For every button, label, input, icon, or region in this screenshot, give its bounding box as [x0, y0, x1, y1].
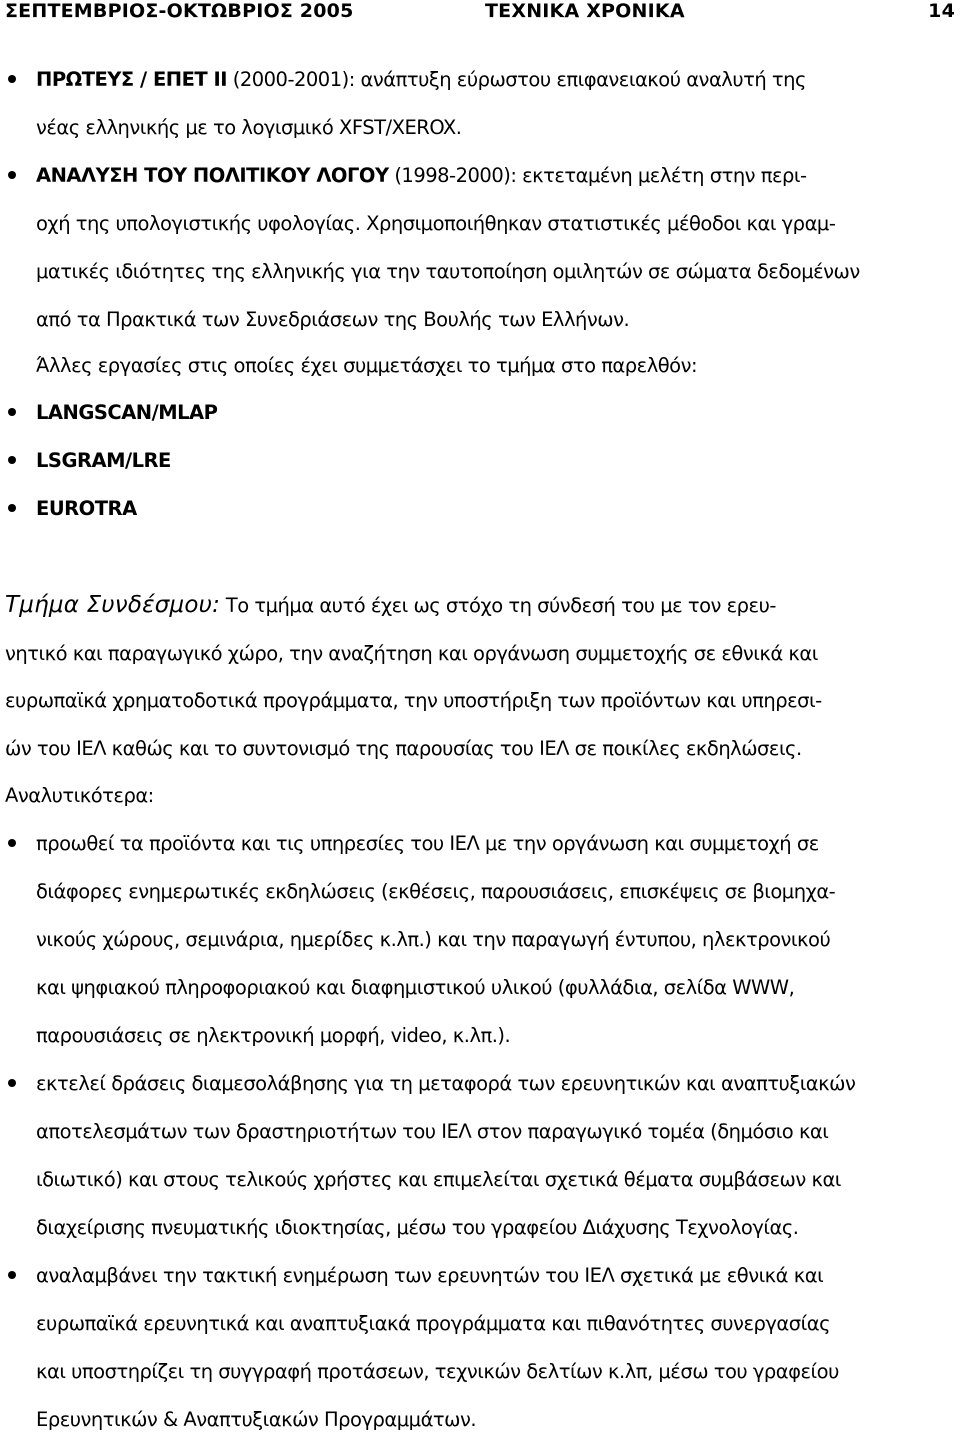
duty-text: αναλαμβάνει την τακτική ενημέρωση των ερευνητών του ΙΕΛ σχετικά με εθνικά και	[36, 1264, 824, 1287]
project-name: ΠΡΩΤΕΥΣ / ΕΠΕΤ ΙΙ	[36, 68, 228, 91]
duty-text: και υποστηρίζει τη συγγραφή προτάσεων, τεχνικών δελτίων κ.λπ, μέσω του γραφείου	[36, 1360, 839, 1383]
list-item	[0, 389, 960, 437]
duty-text: αποτελεσμάτων των δραστηριοτήτων του ΙΕΛ στον παραγωγικό τομέα (δημόσιο και	[36, 1120, 829, 1143]
list-item	[0, 1252, 960, 1444]
project-desc: ματικές ιδιότητες της ελληνικής για την ταυτοποίηση ομιλητών σε σώματα δεδομένων	[36, 260, 860, 283]
page-header	[5, 0, 955, 28]
project-desc: νέας ελληνικής με το λογισμικό XFST/XEROX.	[36, 116, 462, 139]
bullet-icon	[8, 456, 16, 464]
list-item	[0, 56, 960, 152]
section-title: Τμήμα Συνδέσμου:	[5, 592, 221, 618]
work-name: EUROTRA	[36, 497, 137, 520]
bullet-icon	[8, 839, 16, 847]
duty-text: διαχείρισης πνευματικής ιδιοκτησίας, μέσω του γραφείου Διάχυσης Τεχνολογίας.	[36, 1216, 799, 1239]
list-item	[0, 820, 960, 1060]
detail-label: Αναλυτικότερα:	[5, 784, 154, 807]
liaison-section	[5, 582, 955, 820]
list-item	[0, 485, 960, 533]
duty-text: νικούς χώρους, σεμινάρια, ημερίδες κ.λπ.) και την παραγωγή έντυπου, ηλεκτρονικού	[36, 928, 831, 951]
duty-text: παρουσιάσεις σε ηλεκτρονική μορφή, video, κ.λπ.).	[36, 1024, 511, 1047]
list-item	[0, 1060, 960, 1252]
project-desc: οχή της υπολογιστικής υφολογίας. Χρησιμοποιήθηκαν στατιστικές μέθοδοι και γραμ-	[36, 212, 836, 235]
bullet-icon	[8, 1271, 16, 1279]
duties-list	[0, 820, 960, 1444]
project-desc: (1998-2000): εκτεταμένη μελέτη στην περι-	[388, 164, 807, 187]
project-desc: από τα Πρακτικά των Συνεδριάσεων της Βουλής των Ελλήνων.	[36, 308, 630, 331]
duty-text: και ψηφιακού πληροφοριακού και διαφημιστικού υλικού (φυλλάδια, σελίδα WWW,	[36, 976, 795, 999]
duty-text: ιδιωτικό) και στους τελικούς χρήστες και επιμελείται σχετικά θέματα συμβάσεων και	[36, 1168, 841, 1191]
duty-text: εκτελεί δράσεις διαμεσολάβησης για τη μεταφορά των ερευνητικών και αναπτυξιακών	[36, 1072, 856, 1095]
page-number: 14	[928, 0, 955, 22]
publication-title: ΤΕΧΝΙΚΑ ΧΡΟΝΙΚΑ	[485, 0, 685, 22]
list-item	[0, 152, 960, 344]
duty-text: Ερευνητικών & Αναπτυξιακών Προγραμμάτων.	[36, 1408, 477, 1431]
duty-text: προωθεί τα προϊόντα και τις υπηρεσίες του ΙΕΛ με την οργάνωση και συμμετοχή σε	[36, 832, 819, 855]
work-name: LANGSCAN/MLAP	[36, 401, 218, 424]
liaison-text: νητικό και παραγωγικό χώρο, την αναζήτηση και οργάνωση συμμετοχής σε εθνικά και	[5, 641, 818, 665]
project-desc: (2000-2001): ανάπτυξη εύρωστου επιφανειακού αναλυτή της	[227, 68, 806, 91]
bullet-icon	[8, 1079, 16, 1087]
other-works-intro: Άλλες εργασίες στις οποίες έχει συμμετάσχει το τμήμα στο παρελθόν:	[36, 354, 698, 377]
duty-text: διάφορες ενημερωτικές εκδηλώσεις (εκθέσεις, παρουσιάσεις, επισκέψεις σε βιομηχα-	[36, 880, 836, 903]
project-list	[0, 56, 960, 344]
liaison-text: ευρωπαϊκά χρηματοδοτικά προγράμματα, την υποστήριξη των προϊόντων και υπηρεσι-	[5, 689, 822, 712]
liaison-text: Το τμήμα αυτό έχει ως στόχο τη σύνδεσή του με τον ερευ-	[220, 594, 776, 617]
bullet-icon	[8, 408, 16, 416]
bullet-icon	[8, 171, 16, 179]
list-item	[0, 437, 960, 485]
issue-date: ΣΕΠΤΕΜΒΡΙΟΣ-ΟΚΤΩΒΡΙΟΣ 2005	[5, 0, 354, 22]
work-name: LSGRAM/LRE	[36, 449, 171, 472]
bullet-icon	[8, 504, 16, 512]
bullet-icon	[8, 75, 16, 83]
duty-text: ευρωπαϊκά ερευνητικά και αναπτυξιακά προγράμματα και πιθανότητες συνεργασίας	[36, 1312, 831, 1335]
liaison-text: ών του ΙΕΛ καθώς και το συντονισμό της παρουσίας του ΙΕΛ σε ποικίλες εκδηλώσεις.	[5, 736, 802, 760]
other-works-list	[0, 389, 960, 533]
project-name: ΑΝΑΛΥΣΗ ΤΟΥ ΠΟΛΙΤΙΚΟΥ ΛΟΓΟΥ	[36, 164, 389, 187]
